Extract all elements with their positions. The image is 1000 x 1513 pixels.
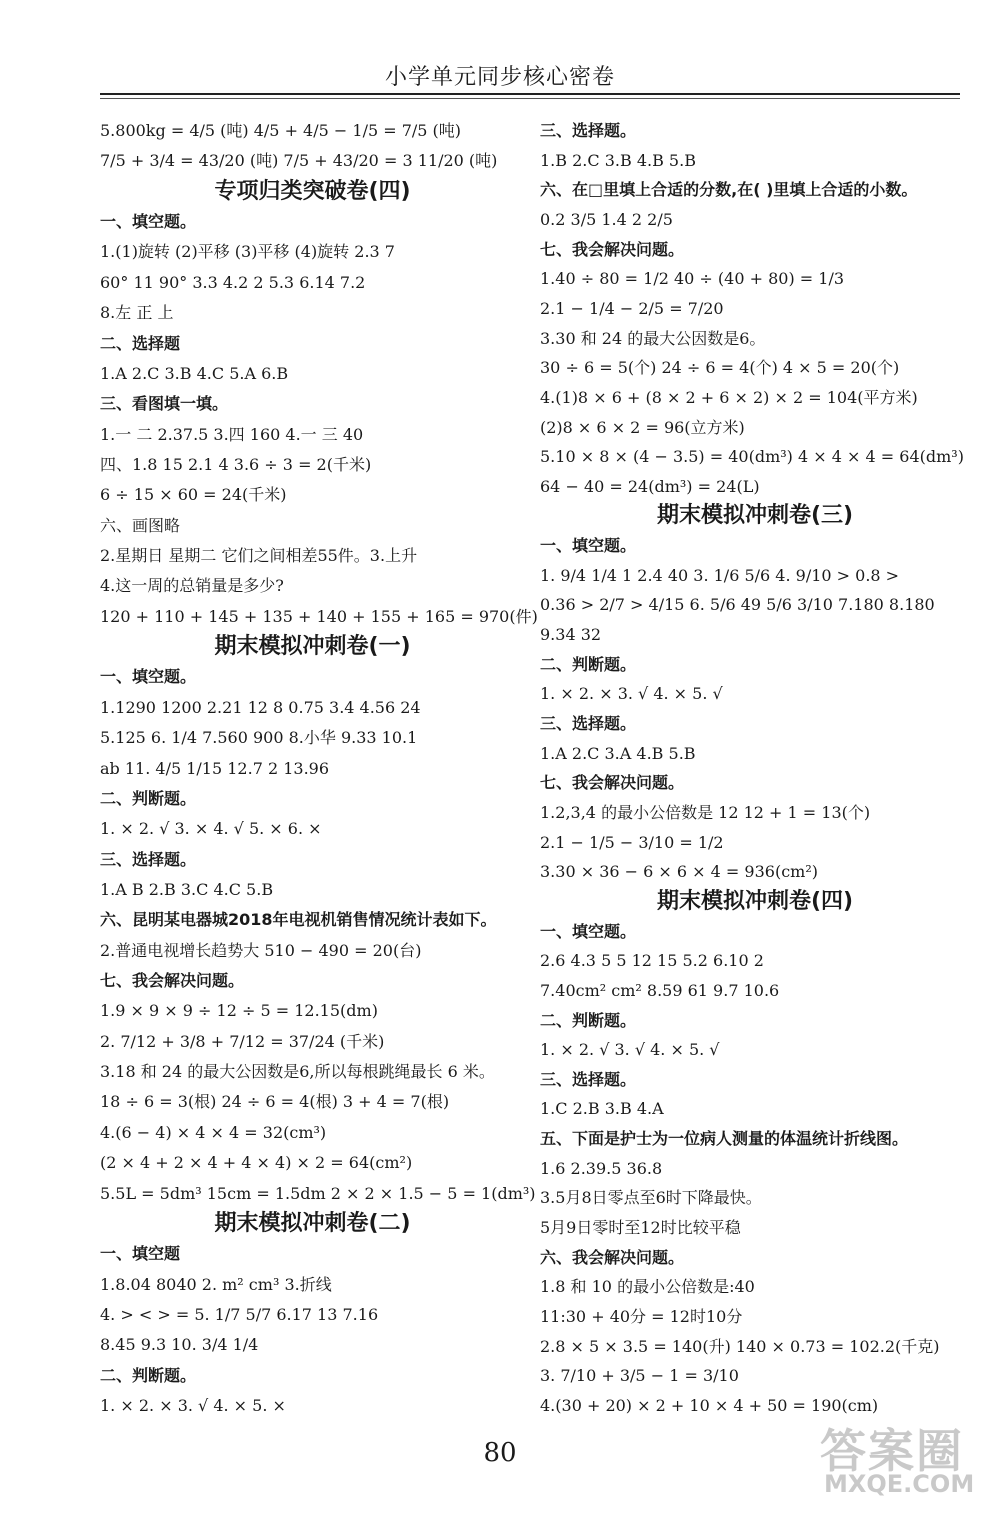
- answer-line: 7.40cm² cm² 8.59 61 9.7 10.6: [540, 981, 780, 1000]
- answer-line: 7/5 + 3/4 = 43/20 (吨) 7/5 + 43/20 = 3 11/20 (吨): [100, 151, 498, 170]
- answer-line: 8.45 9.3 10. 3/4 1/4: [100, 1335, 259, 1354]
- answer-line: 2.1 − 1/4 − 2/5 = 7/20: [540, 299, 724, 318]
- question-heading: 二、判断题。: [100, 1366, 197, 1385]
- answer-line: 4.这一周的总销量是多少?: [100, 576, 284, 595]
- answer-line: 六、画图略: [100, 516, 181, 535]
- section-title: 期末模拟冲刺卷(二): [214, 1211, 411, 1236]
- answer-line: 1.1290 1200 2.21 12 8 0.75 3.4 4.56 24: [100, 698, 421, 717]
- answer-line: 1.A B 2.B 3.C 4.C 5.B: [100, 880, 274, 899]
- section-title: 期末模拟冲刺卷(三): [656, 503, 854, 528]
- answer-line: 5.125 6. 1/4 7.560 900 8.小华 9.33 10.1: [100, 728, 418, 747]
- question-heading: 二、判断题。: [540, 655, 637, 674]
- answer-line: 4. > < > = 5. 1/7 5/7 6.17 13 7.16: [100, 1305, 379, 1324]
- question-heading: 六、我会解决问题。: [540, 1248, 685, 1267]
- answer-line: 1.9 × 9 × 9 ÷ 12 ÷ 5 = 12.15(dm): [100, 1001, 378, 1020]
- answer-line: 2.6 4.3 5 5 12 15 5.2 6.10 2: [540, 951, 764, 970]
- question-heading: 二、判断题。: [100, 789, 197, 808]
- question-heading: 一、填空题。: [540, 536, 637, 555]
- answer-line: (2)8 × 6 × 2 = 96(立方米): [540, 418, 745, 437]
- section-title: 专项归类突破卷(四): [214, 179, 411, 204]
- question-heading: 三、选择题。: [540, 714, 637, 733]
- question-heading: 七、我会解决问题。: [540, 240, 685, 259]
- question-heading: 七、我会解决问题。: [100, 971, 245, 990]
- answer-line: 30 ÷ 6 = 5(个) 24 ÷ 6 = 4(个) 4 × 5 = 20(个): [540, 358, 900, 377]
- header-rule-thick: [100, 93, 960, 95]
- answer-line: 8.左 正 上: [100, 303, 174, 322]
- answer-line: 3. 7/10 + 3/5 − 1 = 3/10: [540, 1366, 739, 1385]
- answer-line: 1.8.04 8040 2. m² cm³ 3.折线: [100, 1275, 332, 1294]
- watermark-text: 答案圈: [820, 1424, 964, 1478]
- question-heading: 六、在□里填上合适的分数,在( )里填上合适的小数。: [540, 180, 918, 199]
- answer-line: 5.10 × 8 × (4 − 3.5) = 40(dm³) 4 × 4 × 4 = 64(dm³): [540, 447, 964, 466]
- question-heading: 一、填空题。: [100, 212, 197, 231]
- answer-line: 120 + 110 + 145 + 135 + 140 + 155 + 165 = 970(件): [100, 607, 538, 626]
- answer-line: 1. × 2. × 3. √ 4. × 5. √: [540, 684, 723, 703]
- answer-line: 1.8 和 10 的最小公倍数是:40: [540, 1277, 755, 1296]
- answer-line: 11:30 + 40分 = 12时10分: [540, 1307, 743, 1326]
- question-heading: 三、看图填一填。: [100, 394, 229, 413]
- answer-line: 3.30 和 24 的最大公因数是6。: [540, 329, 766, 348]
- answer-line: 60° 11 90° 3.3 4.2 2 5.3 6.14 7.2: [100, 273, 366, 292]
- answer-line: ab 11. 4/5 1/15 12.7 2 13.96: [100, 759, 330, 778]
- watermark-url: MXQE.COM: [824, 1470, 975, 1498]
- answer-line: 1.40 ÷ 80 = 1/2 40 ÷ (40 + 80) = 1/3: [540, 269, 845, 288]
- answer-line: 2.星期日 星期二 它们之间相差55件。3.上升: [100, 546, 418, 565]
- question-heading: 三、选择题。: [540, 1070, 637, 1089]
- answer-line: 3.30 × 36 − 6 × 6 × 4 = 936(cm²): [540, 862, 818, 881]
- answer-line: 1.A 2.C 3.B 4.C 5.A 6.B: [100, 364, 289, 383]
- answer-line: 4.(30 + 20) × 2 + 10 × 4 + 50 = 190(cm): [540, 1396, 879, 1415]
- answer-line: 1. × 2. √ 3. × 4. √ 5. × 6. ×: [100, 819, 322, 838]
- answer-line: 2.1 − 1/5 − 3/10 = 1/2: [540, 833, 724, 852]
- answer-line: 1. 9/4 1/4 1 2.4 40 3. 1/6 5/6 4. 9/10 > 0.8 >: [540, 566, 900, 585]
- watermark-logo: [812, 1415, 992, 1505]
- answer-line: 0.36 > 2/7 > 4/15 6. 5/6 49 5/6 3/10 7.180 8.180: [540, 595, 935, 614]
- answer-line: 3.5月8日零点至6时下降最快。: [540, 1188, 762, 1207]
- answer-line: 64 − 40 = 24(dm³) = 24(L): [540, 477, 760, 496]
- question-heading: 三、选择题。: [540, 121, 637, 140]
- answer-line: 5.5L = 5dm³ 15cm = 1.5dm 2 × 2 × 1.5 − 5 = 1(dm³): [100, 1184, 536, 1203]
- question-heading: 一、填空题。: [540, 922, 637, 941]
- answer-line: 6 ÷ 15 × 60 = 24(千米): [100, 485, 287, 504]
- answer-line: 1.A 2.C 3.A 4.B 5.B: [540, 744, 696, 763]
- answer-line: 4.(6 − 4) × 4 × 4 = 32(cm³): [100, 1123, 327, 1142]
- answer-line: 1.B 2.C 3.B 4.B 5.B: [540, 151, 696, 170]
- answer-line: 9.34 32: [540, 625, 602, 644]
- section-title: 期末模拟冲刺卷(一): [214, 634, 411, 659]
- answer-line: 1.(1)旋转 (2)平移 (3)平移 (4)旋转 2.3 7: [100, 242, 395, 261]
- answer-line: 1. × 2. × 3. √ 4. × 5. ×: [100, 1396, 286, 1415]
- answer-line: 1.2,3,4 的最小公倍数是 12 12 + 1 = 13(个): [540, 803, 871, 822]
- answer-line: 2.普通电视增长趋势大 510 − 490 = 20(台): [100, 941, 422, 960]
- answer-line: 四、1.8 15 2.1 4 3.6 ÷ 3 = 2(千米): [100, 455, 372, 474]
- section-title: 期末模拟冲刺卷(四): [656, 889, 854, 914]
- answer-line: 1.6 2.39.5 36.8: [540, 1159, 663, 1178]
- answer-line: 2.8 × 5 × 3.5 = 140(升) 140 × 0.73 = 102.2(千克): [540, 1337, 940, 1356]
- question-heading: 六、昆明某电器城2018年电视机销售情况统计表如下。: [100, 910, 497, 929]
- book-header-title: 小学单元同步核心密卷: [384, 65, 615, 90]
- answer-line: (2 × 4 + 2 × 4 + 4 × 4) × 2 = 64(cm²): [100, 1153, 413, 1172]
- answer-line: 2. 7/12 + 3/8 + 7/12 = 37/24 (千米): [100, 1032, 385, 1051]
- question-heading: 三、选择题。: [100, 850, 197, 869]
- answer-line: 18 ÷ 6 = 3(根) 24 ÷ 6 = 4(根) 3 + 4 = 7(根): [100, 1092, 450, 1111]
- answer-line: 5月9日零时至12时比较平稳: [540, 1218, 741, 1237]
- answer-line: 4.(1)8 × 6 + (8 × 2 + 6 × 2) × 2 = 104(平方米): [540, 388, 918, 407]
- page-number: 80: [483, 1438, 517, 1468]
- answer-line: 5.800kg = 4/5 (吨) 4/5 + 4/5 − 1/5 = 7/5 (吨): [100, 121, 462, 140]
- answer-line: 1.一 二 2.37.5 3.四 160 4.一 三 40: [100, 425, 364, 444]
- answer-line: 0.2 3/5 1.4 2 2/5: [540, 210, 673, 229]
- question-heading: 二、判断题。: [540, 1011, 637, 1030]
- question-heading: 七、我会解决问题。: [540, 773, 685, 792]
- header-rule-thin: [100, 98, 960, 99]
- answer-line: 1. × 2. √ 3. √ 4. × 5. √: [540, 1040, 720, 1059]
- answer-line: 1.C 2.B 3.B 4.A: [540, 1099, 664, 1118]
- answer-line: 3.18 和 24 的最大公因数是6,所以每根跳绳最长 6 米。: [100, 1062, 495, 1081]
- question-heading: 五、下面是护士为一位病人测量的体温统计折线图。: [540, 1129, 909, 1148]
- question-heading: 一、填空题: [100, 1244, 181, 1263]
- question-heading: 一、填空题。: [100, 667, 197, 686]
- question-heading: 二、选择题: [100, 334, 181, 353]
